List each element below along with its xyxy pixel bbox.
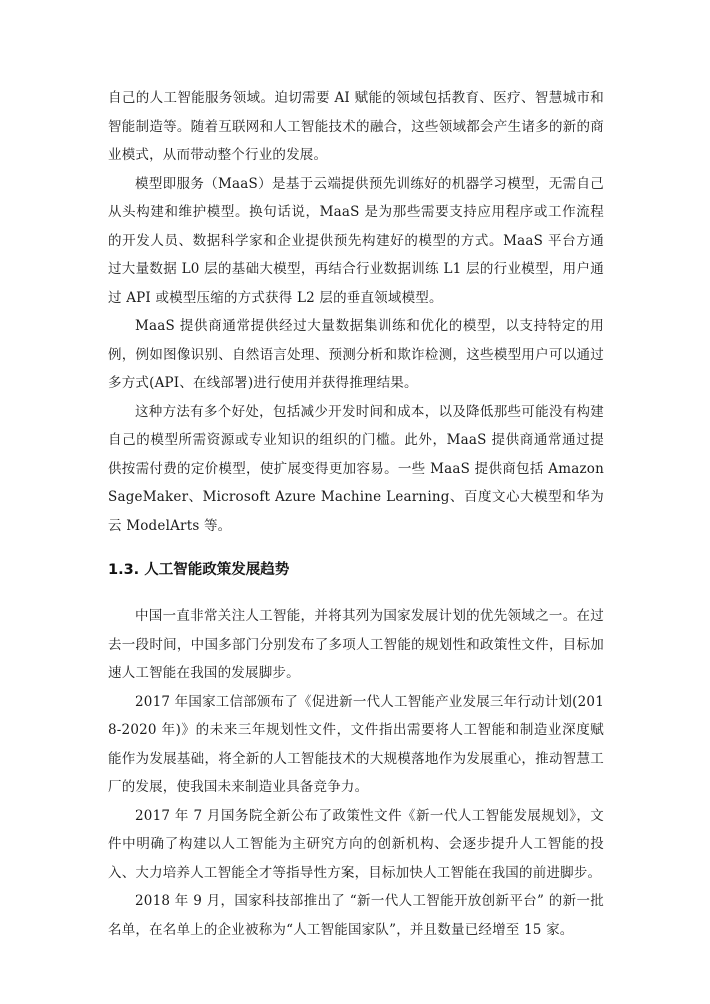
- policy-section-body: [108, 602, 604, 944]
- paragraph-most-2018-platform: 2018 年 9 月，国家科技部推出了 “新一代人工智能开放创新平台” 的新一批名单，在名单上的企业被称为“人工智能国家队”，并且数量已经增至 15 家。: [108, 893, 604, 938]
- document-page: [108, 84, 604, 948]
- section-heading-ai-policy: 1.3. 人工智能政策发展趋势: [108, 562, 290, 578]
- paragraph-maas-benefits: 这种方法有多个好处，包括减少开发时间和成本，以及降低那些可能没有构建自己的模型所需资源或专业知识的组织的门槛。此外，MaaS 提供商通常通过提供按需付费的定价模型，使扩展变得更加容易。一些 MaaS 提供商包括 Amazon SageMaker、Microsoft Azure Machine Learning、百度文心大模型和华为云 ModelArts 等。: [108, 403, 604, 534]
- paragraph-maas-definition: 模型即服务（MaaS）是基于云端提供预先训练好的机器学习模型，无需自己从头构建和维护模型。换句话说，MaaS 是为那些需要支持应用程序或工作流程的开发人员、数据科学家和企业提供预先构建好的模型的方式。MaaS 平台方通过大量数据 L0 层的基础大模型，再结合行业数据训练 L1 层的行业模型，用户通过 API 或模型压缩的方式获得 L2 层的垂直领域模型。: [108, 175, 604, 306]
- paragraph-state-council-2017-plan: 2017 年 7 月国务院全新公布了政策性文件《新一代人工智能发展规划》，文件中明确了构建以人工智能为主研究方向的创新机构、会逐步提升人工智能的投入、大力培养人工智能全才等指导性方案，目标加快人工智能在我国的前进脚步。: [108, 807, 604, 881]
- paragraph-maas-providers-models: MaaS 提供商通常提供经过大量数据集训练和优化的模型，以支持特定的用例，例如图像识别、自然语言处理、预测分析和欺诈检测，这些模型用户可以通过多方式(API、在线部署)进行使用并获得推理结果。: [108, 318, 604, 391]
- paragraph-ai-service-fields: 自己的人工智能服务领域。迫切需要 AI 赋能的领域包括教育、医疗、智慧城市和智能制造等。随着互联网和人工智能技术的融合，这些领域都会产生诸多的新的商业模式，从而带动整个行业的发展。: [108, 90, 604, 163]
- maas-section-body: [108, 84, 604, 540]
- paragraph-miit-2017-plan: 2017 年国家工信部颁布了《促进新一代人工智能产业发展三年行动计划(2018-2020 年)》的未来三年规划性文件，文件指出需要将人工智能和制造业深度赋能作为发展基础，将全新的人工智能技术的大规模落地作为发展重心，推动智慧工厂的发展，使我国未来制造业具备竞争力。: [108, 693, 604, 795]
- paragraph-china-ai-focus: 中国一直非常关注人工智能，并将其列为国家发展计划的优先领域之一。在过去一段时间，中国多部门分别发布了多项人工智能的规划性和政策性文件，目标加速人工智能在我国的发展脚步。: [108, 608, 604, 681]
